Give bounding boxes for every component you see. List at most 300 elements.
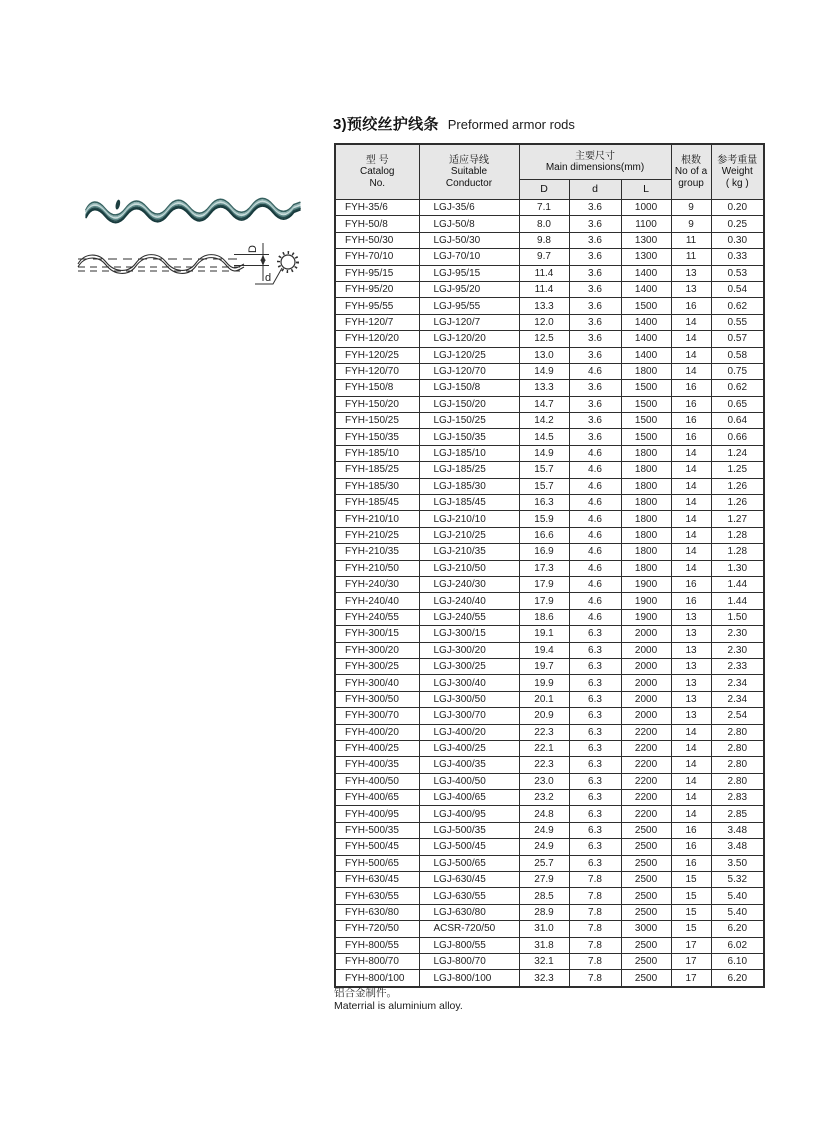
cell-catalog-no: FYH-150/20 <box>335 396 419 412</box>
cell-dim-d: 3.6 <box>569 249 621 265</box>
cell-suitable-conductor: LGJ-800/100 <box>419 970 519 987</box>
cell-suitable-conductor: LGJ-210/35 <box>419 544 519 560</box>
cell-suitable-conductor: LGJ-300/15 <box>419 626 519 642</box>
cell-dim-d: 6.3 <box>569 691 621 707</box>
cell-catalog-no: FYH-185/25 <box>335 462 419 478</box>
cell-dim-L: 2500 <box>621 872 671 888</box>
cell-weight: 0.65 <box>711 396 764 412</box>
cell-catalog-no: FYH-50/8 <box>335 216 419 232</box>
col-header-main-dimensions: 主要尺寸 Main dimensions(mm) <box>519 144 671 180</box>
cell-dim-D: 14.9 <box>519 445 569 461</box>
cell-group-count: 16 <box>671 576 711 592</box>
table-row <box>335 331 764 347</box>
rod-cross-section <box>281 255 295 269</box>
cell-dim-L: 1800 <box>621 511 671 527</box>
cell-suitable-conductor: LGJ-50/30 <box>419 232 519 248</box>
table-row <box>335 855 764 871</box>
cell-dim-d: 3.6 <box>569 396 621 412</box>
cell-suitable-conductor: LGJ-500/65 <box>419 855 519 871</box>
cell-dim-D: 16.6 <box>519 527 569 543</box>
cell-weight: 2.80 <box>711 740 764 756</box>
cell-dim-d: 7.8 <box>569 872 621 888</box>
cell-catalog-no: FYH-120/70 <box>335 363 419 379</box>
cell-dim-L: 2200 <box>621 806 671 822</box>
cell-catalog-no: FYH-800/70 <box>335 953 419 969</box>
cell-dim-d: 7.8 <box>569 888 621 904</box>
cell-dim-d: 6.3 <box>569 822 621 838</box>
cell-dim-d: 4.6 <box>569 544 621 560</box>
section-title-zh: 3)预绞丝护线条 <box>333 116 439 133</box>
cell-dim-D: 17.9 <box>519 576 569 592</box>
cell-dim-D: 18.6 <box>519 609 569 625</box>
cell-dim-D: 20.9 <box>519 708 569 724</box>
cell-dim-L: 1800 <box>621 462 671 478</box>
cell-dim-L: 1800 <box>621 544 671 560</box>
cell-suitable-conductor: LGJ-185/45 <box>419 495 519 511</box>
cell-weight: 1.44 <box>711 593 764 609</box>
cell-group-count: 14 <box>671 527 711 543</box>
cell-dim-d: 6.3 <box>569 724 621 740</box>
cell-dim-D: 22.3 <box>519 724 569 740</box>
table-row <box>335 822 764 838</box>
cell-weight: 5.32 <box>711 872 764 888</box>
table-row <box>335 265 764 281</box>
cell-group-count: 14 <box>671 363 711 379</box>
cell-catalog-no: FYH-400/35 <box>335 757 419 773</box>
cell-dim-d: 6.3 <box>569 626 621 642</box>
table-row <box>335 560 764 576</box>
cell-dim-d: 6.3 <box>569 773 621 789</box>
cell-dim-d: 4.6 <box>569 511 621 527</box>
cell-weight: 0.75 <box>711 363 764 379</box>
cell-suitable-conductor: LGJ-185/10 <box>419 445 519 461</box>
cell-suitable-conductor: LGJ-300/50 <box>419 691 519 707</box>
cell-group-count: 16 <box>671 298 711 314</box>
cell-group-count: 13 <box>671 265 711 281</box>
cell-weight: 1.28 <box>711 527 764 543</box>
cell-dim-L: 2200 <box>621 740 671 756</box>
cell-dim-d: 4.6 <box>569 363 621 379</box>
col-header-dim-d: d <box>569 180 621 200</box>
cell-dim-d: 4.6 <box>569 462 621 478</box>
cell-dim-d: 3.6 <box>569 281 621 297</box>
cell-dim-d: 4.6 <box>569 609 621 625</box>
cell-dim-D: 24.9 <box>519 822 569 838</box>
cell-catalog-no: FYH-400/20 <box>335 724 419 740</box>
rod-clamp-mark <box>115 199 121 210</box>
cell-group-count: 16 <box>671 413 711 429</box>
table-row <box>335 675 764 691</box>
cell-dim-L: 2200 <box>621 773 671 789</box>
cell-catalog-no: FYH-300/20 <box>335 642 419 658</box>
cell-suitable-conductor: LGJ-120/7 <box>419 314 519 330</box>
cell-group-count: 14 <box>671 495 711 511</box>
cell-suitable-conductor: LGJ-185/25 <box>419 462 519 478</box>
cell-suitable-conductor: LGJ-500/35 <box>419 822 519 838</box>
cell-catalog-no: FYH-70/10 <box>335 249 419 265</box>
cell-dim-d: 6.3 <box>569 658 621 674</box>
cell-group-count: 11 <box>671 249 711 265</box>
cell-weight: 2.33 <box>711 658 764 674</box>
cell-suitable-conductor: LGJ-400/50 <box>419 773 519 789</box>
cell-weight: 0.62 <box>711 380 764 396</box>
cell-catalog-no: FYH-300/70 <box>335 708 419 724</box>
cell-dim-d: 4.6 <box>569 593 621 609</box>
cell-weight: 1.24 <box>711 445 764 461</box>
col-header-dim-L: L <box>621 180 671 200</box>
cell-suitable-conductor: LGJ-630/55 <box>419 888 519 904</box>
cell-dim-D: 15.9 <box>519 511 569 527</box>
cell-weight: 3.48 <box>711 822 764 838</box>
cell-weight: 0.55 <box>711 314 764 330</box>
table-row <box>335 445 764 461</box>
cell-dim-D: 22.3 <box>519 757 569 773</box>
table-row <box>335 626 764 642</box>
cell-catalog-no: FYH-95/20 <box>335 281 419 297</box>
cell-weight: 2.85 <box>711 806 764 822</box>
cell-weight: 5.40 <box>711 888 764 904</box>
cell-dim-d: 6.3 <box>569 642 621 658</box>
cell-dim-L: 2000 <box>621 675 671 691</box>
cell-group-count: 14 <box>671 560 711 576</box>
cell-group-count: 15 <box>671 921 711 937</box>
table-row <box>335 495 764 511</box>
cell-dim-d: 6.3 <box>569 839 621 855</box>
cell-suitable-conductor: LGJ-500/45 <box>419 839 519 855</box>
table-row <box>335 904 764 920</box>
cell-dim-L: 2000 <box>621 708 671 724</box>
cell-dim-d: 3.6 <box>569 298 621 314</box>
cell-dim-L: 2000 <box>621 691 671 707</box>
cell-weight: 0.33 <box>711 249 764 265</box>
table-row <box>335 576 764 592</box>
cell-dim-d: 3.6 <box>569 380 621 396</box>
cell-dim-D: 19.4 <box>519 642 569 658</box>
cell-dim-L: 1500 <box>621 298 671 314</box>
table-row <box>335 347 764 363</box>
cell-dim-L: 2000 <box>621 642 671 658</box>
cell-group-count: 15 <box>671 904 711 920</box>
cell-group-count: 16 <box>671 396 711 412</box>
cell-dim-D: 23.0 <box>519 773 569 789</box>
table-body <box>335 200 764 987</box>
cell-dim-L: 1100 <box>621 216 671 232</box>
cell-catalog-no: FYH-185/45 <box>335 495 419 511</box>
cell-group-count: 14 <box>671 544 711 560</box>
cell-dim-L: 1400 <box>621 281 671 297</box>
cell-group-count: 14 <box>671 806 711 822</box>
cell-weight: 2.80 <box>711 757 764 773</box>
cell-dim-L: 2500 <box>621 839 671 855</box>
cell-catalog-no: FYH-300/50 <box>335 691 419 707</box>
cell-weight: 2.30 <box>711 626 764 642</box>
cell-dim-d: 4.6 <box>569 478 621 494</box>
cell-suitable-conductor: LGJ-800/70 <box>419 953 519 969</box>
cell-catalog-no: FYH-400/95 <box>335 806 419 822</box>
table-row <box>335 396 764 412</box>
cell-catalog-no: FYH-800/55 <box>335 937 419 953</box>
cell-group-count: 13 <box>671 281 711 297</box>
table-row <box>335 200 764 216</box>
cell-dim-d: 4.6 <box>569 560 621 576</box>
cell-dim-L: 1400 <box>621 331 671 347</box>
cell-dim-D: 11.4 <box>519 265 569 281</box>
cell-weight: 1.25 <box>711 462 764 478</box>
cell-dim-L: 2500 <box>621 904 671 920</box>
cell-weight: 0.58 <box>711 347 764 363</box>
cell-weight: 2.80 <box>711 773 764 789</box>
cell-group-count: 13 <box>671 675 711 691</box>
table-row <box>335 609 764 625</box>
cell-dim-d: 3.6 <box>569 232 621 248</box>
cell-dim-D: 22.1 <box>519 740 569 756</box>
cell-dim-L: 2500 <box>621 888 671 904</box>
cell-suitable-conductor: LGJ-95/55 <box>419 298 519 314</box>
cell-suitable-conductor: LGJ-240/55 <box>419 609 519 625</box>
table-row <box>335 527 764 543</box>
cell-suitable-conductor: LGJ-240/30 <box>419 576 519 592</box>
cell-weight: 2.54 <box>711 708 764 724</box>
cell-suitable-conductor: LGJ-300/25 <box>419 658 519 674</box>
cell-group-count: 16 <box>671 855 711 871</box>
table-row <box>335 281 764 297</box>
cell-catalog-no: FYH-210/50 <box>335 560 419 576</box>
col-header-weight: 参考重量 Weight ( kg ) <box>711 144 764 200</box>
cell-dim-D: 11.4 <box>519 281 569 297</box>
cell-dim-d: 6.3 <box>569 708 621 724</box>
table-row <box>335 773 764 789</box>
cell-group-count: 14 <box>671 462 711 478</box>
cell-group-count: 14 <box>671 314 711 330</box>
armor-rod-dimension-drawing <box>70 233 315 305</box>
cell-catalog-no: FYH-95/55 <box>335 298 419 314</box>
cell-dim-L: 2200 <box>621 790 671 806</box>
cell-suitable-conductor: LGJ-400/25 <box>419 740 519 756</box>
cell-dim-d: 3.6 <box>569 216 621 232</box>
cell-dim-d: 6.3 <box>569 790 621 806</box>
cell-group-count: 14 <box>671 773 711 789</box>
cell-suitable-conductor: LGJ-300/70 <box>419 708 519 724</box>
cell-suitable-conductor: LGJ-185/30 <box>419 478 519 494</box>
cell-weight: 0.54 <box>711 281 764 297</box>
cell-catalog-no: FYH-240/40 <box>335 593 419 609</box>
cell-weight: 3.48 <box>711 839 764 855</box>
cell-suitable-conductor: ACSR-720/50 <box>419 921 519 937</box>
cell-dim-D: 13.0 <box>519 347 569 363</box>
cell-group-count: 16 <box>671 822 711 838</box>
cell-dim-L: 1500 <box>621 396 671 412</box>
cell-weight: 6.10 <box>711 953 764 969</box>
table-row <box>335 380 764 396</box>
cell-catalog-no: FYH-500/65 <box>335 855 419 871</box>
cell-suitable-conductor: LGJ-120/20 <box>419 331 519 347</box>
table-row <box>335 806 764 822</box>
cell-dim-L: 1500 <box>621 380 671 396</box>
cell-group-count: 16 <box>671 429 711 445</box>
table-row <box>335 658 764 674</box>
cell-dim-d: 7.8 <box>569 904 621 920</box>
cell-catalog-no: FYH-240/55 <box>335 609 419 625</box>
table-row <box>335 249 764 265</box>
cell-group-count: 14 <box>671 347 711 363</box>
cell-weight: 1.26 <box>711 478 764 494</box>
cell-suitable-conductor: LGJ-400/35 <box>419 757 519 773</box>
cell-weight: 0.66 <box>711 429 764 445</box>
cell-suitable-conductor: LGJ-150/35 <box>419 429 519 445</box>
cell-dim-D: 15.7 <box>519 462 569 478</box>
table-row <box>335 937 764 953</box>
cell-dim-d: 6.3 <box>569 806 621 822</box>
cell-dim-D: 14.7 <box>519 396 569 412</box>
table-row <box>335 790 764 806</box>
table-row <box>335 478 764 494</box>
cell-suitable-conductor: LGJ-150/25 <box>419 413 519 429</box>
cell-dim-D: 15.7 <box>519 478 569 494</box>
cell-weight: 2.83 <box>711 790 764 806</box>
cell-suitable-conductor: LGJ-630/80 <box>419 904 519 920</box>
cell-dim-L: 1400 <box>621 265 671 281</box>
cell-dim-D: 14.5 <box>519 429 569 445</box>
cell-catalog-no: FYH-400/25 <box>335 740 419 756</box>
cell-group-count: 15 <box>671 872 711 888</box>
cell-dim-L: 1400 <box>621 314 671 330</box>
cell-catalog-no: FYH-800/100 <box>335 970 419 987</box>
cell-catalog-no: FYH-500/45 <box>335 839 419 855</box>
cell-group-count: 14 <box>671 511 711 527</box>
cell-dim-L: 2200 <box>621 757 671 773</box>
cell-dim-L: 1500 <box>621 413 671 429</box>
cell-dim-L: 2500 <box>621 953 671 969</box>
cell-suitable-conductor: LGJ-95/15 <box>419 265 519 281</box>
cell-dim-d: 3.6 <box>569 331 621 347</box>
footnote-zh: 铝合金制件。 <box>334 987 397 999</box>
armor-rods-spec-table <box>334 143 765 988</box>
cell-dim-d: 7.8 <box>569 953 621 969</box>
table-row <box>335 839 764 855</box>
cell-dim-D: 32.3 <box>519 970 569 987</box>
cell-dim-d: 7.8 <box>569 921 621 937</box>
cell-dim-d: 3.6 <box>569 265 621 281</box>
cell-catalog-no: FYH-210/25 <box>335 527 419 543</box>
table-row <box>335 953 764 969</box>
cell-dim-d: 4.6 <box>569 495 621 511</box>
cell-weight: 6.20 <box>711 921 764 937</box>
cell-dim-L: 1900 <box>621 593 671 609</box>
cell-suitable-conductor: LGJ-95/20 <box>419 281 519 297</box>
cell-dim-L: 3000 <box>621 921 671 937</box>
cell-group-count: 9 <box>671 216 711 232</box>
cell-suitable-conductor: LGJ-70/10 <box>419 249 519 265</box>
cell-weight: 5.40 <box>711 904 764 920</box>
cell-suitable-conductor: LGJ-50/8 <box>419 216 519 232</box>
cell-suitable-conductor: LGJ-210/10 <box>419 511 519 527</box>
cell-suitable-conductor: LGJ-210/50 <box>419 560 519 576</box>
cell-weight: 0.57 <box>711 331 764 347</box>
cell-suitable-conductor: LGJ-150/20 <box>419 396 519 412</box>
table-row <box>335 429 764 445</box>
cell-group-count: 14 <box>671 740 711 756</box>
section-title-en: Preformed armor rods <box>447 117 575 132</box>
cell-group-count: 14 <box>671 331 711 347</box>
cell-dim-L: 1800 <box>621 527 671 543</box>
header-row-main <box>335 144 764 180</box>
cell-group-count: 14 <box>671 757 711 773</box>
cell-weight: 2.80 <box>711 724 764 740</box>
cell-catalog-no: FYH-150/8 <box>335 380 419 396</box>
cell-dim-D: 24.9 <box>519 839 569 855</box>
cell-suitable-conductor: LGJ-400/65 <box>419 790 519 806</box>
cell-catalog-no: FYH-300/15 <box>335 626 419 642</box>
cell-dim-L: 1300 <box>621 232 671 248</box>
cell-dim-D: 9.8 <box>519 232 569 248</box>
cell-weight: 0.25 <box>711 216 764 232</box>
cell-group-count: 13 <box>671 642 711 658</box>
cell-group-count: 14 <box>671 724 711 740</box>
cell-catalog-no: FYH-150/35 <box>335 429 419 445</box>
cell-dim-D: 9.7 <box>519 249 569 265</box>
cell-catalog-no: FYH-95/15 <box>335 265 419 281</box>
cell-weight: 2.34 <box>711 691 764 707</box>
table-row <box>335 691 764 707</box>
cell-suitable-conductor: LGJ-120/70 <box>419 363 519 379</box>
cell-group-count: 13 <box>671 708 711 724</box>
cell-catalog-no: FYH-210/35 <box>335 544 419 560</box>
cell-group-count: 14 <box>671 445 711 461</box>
cell-dim-D: 31.8 <box>519 937 569 953</box>
armor-rod-photo-illustration <box>84 194 302 228</box>
cell-dim-D: 17.3 <box>519 560 569 576</box>
cell-weight: 1.50 <box>711 609 764 625</box>
cell-dim-D: 14.9 <box>519 363 569 379</box>
cell-suitable-conductor: LGJ-210/25 <box>419 527 519 543</box>
table-row <box>335 544 764 560</box>
col-header-suitable-conductor: 适应导线 Suitable Conductor <box>419 144 519 200</box>
cell-dim-d: 4.6 <box>569 527 621 543</box>
cell-group-count: 16 <box>671 380 711 396</box>
cell-dim-d: 3.6 <box>569 200 621 216</box>
cell-dim-D: 17.9 <box>519 593 569 609</box>
cell-dim-d: 6.3 <box>569 675 621 691</box>
cell-dim-L: 2200 <box>621 724 671 740</box>
cell-catalog-no: FYH-500/35 <box>335 822 419 838</box>
cell-group-count: 16 <box>671 593 711 609</box>
cell-dim-L: 1800 <box>621 478 671 494</box>
footnote <box>334 987 463 1013</box>
cell-dim-D: 19.9 <box>519 675 569 691</box>
cell-catalog-no: FYH-400/50 <box>335 773 419 789</box>
dimension-label-d: d <box>265 272 272 284</box>
cell-group-count: 14 <box>671 478 711 494</box>
cell-catalog-no: FYH-210/10 <box>335 511 419 527</box>
cell-catalog-no: FYH-35/6 <box>335 200 419 216</box>
cell-suitable-conductor: LGJ-240/40 <box>419 593 519 609</box>
cell-catalog-no: FYH-720/50 <box>335 921 419 937</box>
cell-dim-d: 3.6 <box>569 413 621 429</box>
table-row <box>335 216 764 232</box>
cell-group-count: 17 <box>671 937 711 953</box>
cell-dim-d: 6.3 <box>569 740 621 756</box>
cell-group-count: 15 <box>671 888 711 904</box>
cell-catalog-no: FYH-630/45 <box>335 872 419 888</box>
cell-group-count: 13 <box>671 658 711 674</box>
cell-dim-L: 1900 <box>621 609 671 625</box>
col-header-group-count: 根数 No of a group <box>671 144 711 200</box>
cell-dim-L: 1800 <box>621 445 671 461</box>
cell-dim-D: 16.9 <box>519 544 569 560</box>
table-row <box>335 708 764 724</box>
cell-dim-d: 6.3 <box>569 855 621 871</box>
cell-weight: 0.62 <box>711 298 764 314</box>
